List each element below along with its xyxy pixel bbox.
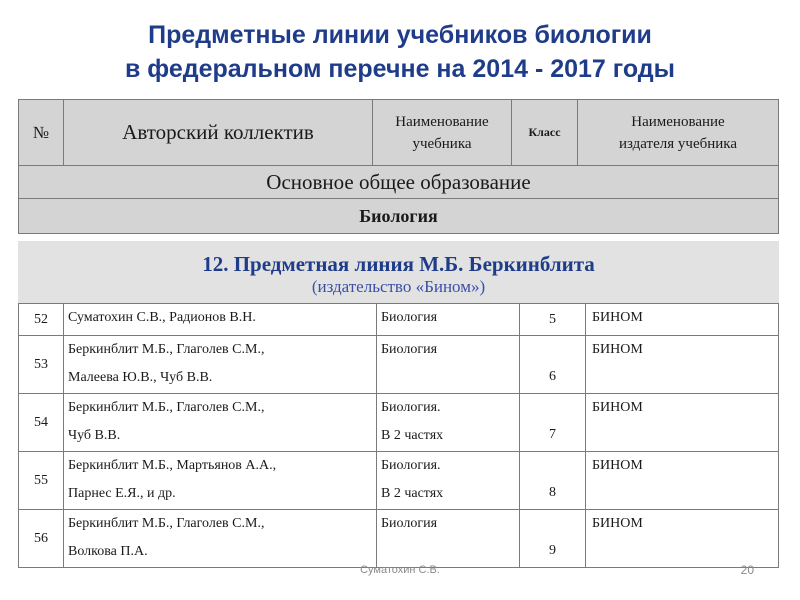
- row-publisher: БИНОМ: [586, 394, 779, 452]
- header-publisher-line-2: издателя учебника: [618, 135, 738, 152]
- row-number: 55: [19, 452, 64, 510]
- row-book-name: [377, 394, 520, 452]
- row-publisher: БИНОМ: [586, 304, 779, 336]
- row-book-name-line-1: Биология.: [381, 400, 441, 415]
- row-authors: [64, 394, 377, 452]
- header-publisher: [578, 100, 779, 166]
- subject-line-title: 12. Предметная линия М.Б. Беркинблита: [202, 252, 595, 276]
- row-authors: [64, 304, 377, 336]
- textbook-table: [18, 303, 779, 568]
- row-class: 9: [520, 510, 586, 568]
- row-authors-line-1: Суматохин С.В., Радионов В.Н.: [68, 310, 256, 325]
- table-row: [19, 394, 779, 452]
- header-book-name: [373, 100, 512, 166]
- header-row: [19, 100, 779, 166]
- header-authors: Авторский коллектив: [64, 100, 373, 166]
- row-class: 7: [520, 394, 586, 452]
- row-number: 54: [19, 394, 64, 452]
- row-authors: [64, 336, 377, 394]
- row-book-name: [377, 452, 520, 510]
- row-authors-line-1: Беркинблит М.Б., Глаголев С.М.,: [68, 400, 265, 415]
- subject-line-publisher: (издательство «Бином»): [311, 277, 486, 296]
- footer-author: Суматохин С.В.: [360, 564, 440, 576]
- level-row: [19, 166, 779, 199]
- row-authors-line-2: Малеева Ю.В., Чуб В.В.: [68, 370, 213, 385]
- education-level: Основное общее образование: [19, 166, 779, 199]
- row-number: 52: [19, 304, 64, 336]
- row-book-name-line-1: Биология.: [381, 458, 441, 473]
- row-authors-line-2: Волкова П.А.: [68, 544, 148, 559]
- row-number: 53: [19, 336, 64, 394]
- header-table: [18, 99, 779, 234]
- row-authors-line-1: Беркинблит М.Б., Глаголев С.М.,: [68, 342, 265, 357]
- row-class: 8: [520, 452, 586, 510]
- row-class: 5: [520, 304, 586, 336]
- row-authors-line-2: Парнес Е.Я., и др.: [68, 486, 176, 501]
- row-authors: [64, 510, 377, 568]
- row-authors-line-1: Беркинблит М.Б., Мартьянов А.А.,: [68, 458, 277, 473]
- page-number: 20: [740, 563, 754, 577]
- row-publisher: БИНОМ: [586, 452, 779, 510]
- row-book-name-line-1: Биология: [381, 310, 438, 325]
- row-book-name-line-2: В 2 частях: [381, 428, 444, 443]
- row-book-name-line-1: Биология: [381, 342, 438, 357]
- row-authors-line-2: Чуб В.В.: [68, 428, 121, 443]
- header-book-name-line-1: Наименование: [395, 113, 489, 130]
- row-class: 6: [520, 336, 586, 394]
- row-number: 56: [19, 510, 64, 568]
- table-row: [19, 336, 779, 394]
- slide-title-line-1: Предметные линии учебников биологии: [148, 21, 652, 49]
- table-row: [19, 304, 779, 336]
- header-num: №: [19, 100, 64, 166]
- table-row: [19, 510, 779, 568]
- row-book-name: [377, 336, 520, 394]
- slide-title-line-2: в федеральном перечне на 2014 - 2017 годы: [124, 55, 676, 83]
- row-publisher: БИНОМ: [586, 336, 779, 394]
- row-book-name-line-1: Биология: [381, 516, 438, 531]
- table-row: [19, 452, 779, 510]
- header-publisher-line-1: Наименование: [631, 113, 725, 130]
- row-authors: [64, 452, 377, 510]
- slide-title: [0, 18, 800, 86]
- header-class: Класс: [512, 100, 578, 166]
- row-book-name-line-2: В 2 частях: [381, 486, 444, 501]
- subject-name: Биология: [19, 199, 779, 234]
- row-book-name: [377, 304, 520, 336]
- subject-row: [19, 199, 779, 234]
- row-book-name: [377, 510, 520, 568]
- row-authors-line-1: Беркинблит М.Б., Глаголев С.М.,: [68, 516, 265, 531]
- row-publisher: БИНОМ: [586, 510, 779, 568]
- subject-line-banner: [18, 241, 779, 303]
- header-book-name-line-2: учебника: [412, 135, 472, 152]
